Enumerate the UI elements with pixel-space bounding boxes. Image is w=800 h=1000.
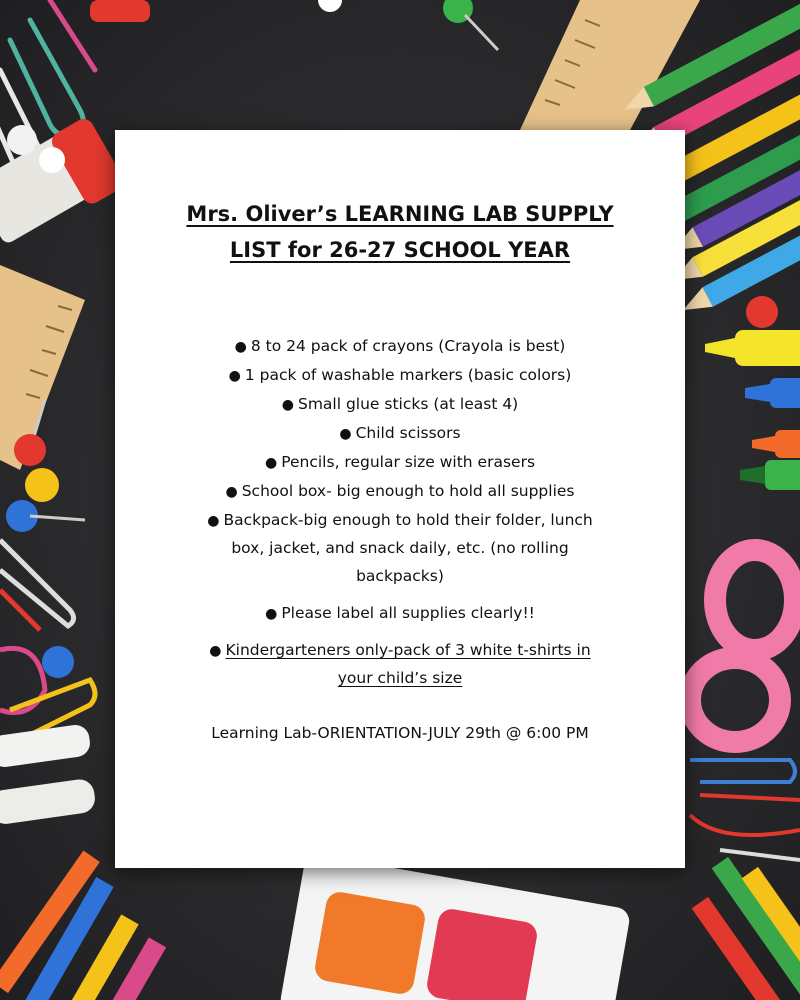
list-item: ● School box- big enough to hold all supplies — [225, 482, 575, 500]
list-item: ● 8 to 24 pack of crayons (Crayola is best) — [234, 337, 566, 355]
list-item: ● Small glue sticks (at least 4) — [281, 395, 519, 413]
list-item-continuation: backpacks) — [356, 567, 444, 585]
list-item: ● Please label all supplies clearly!! — [265, 604, 535, 622]
list-item: ● Kindergarteners only-pack of 3 white t-shirts in — [209, 641, 591, 659]
page-title-line-2: LIST for 26-27 SCHOOL YEAR — [229, 238, 571, 262]
orientation-note: Learning Lab-ORIENTATION-JULY 29th @ 6:00 PM — [211, 724, 589, 742]
list-item: ● Child scissors — [339, 424, 461, 442]
list-item: ● Pencils, regular size with erasers — [264, 453, 536, 471]
list-item: ● Backpack-big enough to hold their folder, lunch — [207, 511, 593, 529]
list-item: ● 1 pack of washable markers (basic colors) — [228, 366, 572, 384]
supply-list-sheet — [115, 130, 685, 868]
list-item-continuation: your child’s size — [337, 669, 463, 687]
list-item-continuation: box, jacket, and snack daily, etc. (no rolling — [231, 539, 569, 557]
page-title-line-1: Mrs. Oliver’s LEARNING LAB SUPPLY — [186, 202, 614, 226]
